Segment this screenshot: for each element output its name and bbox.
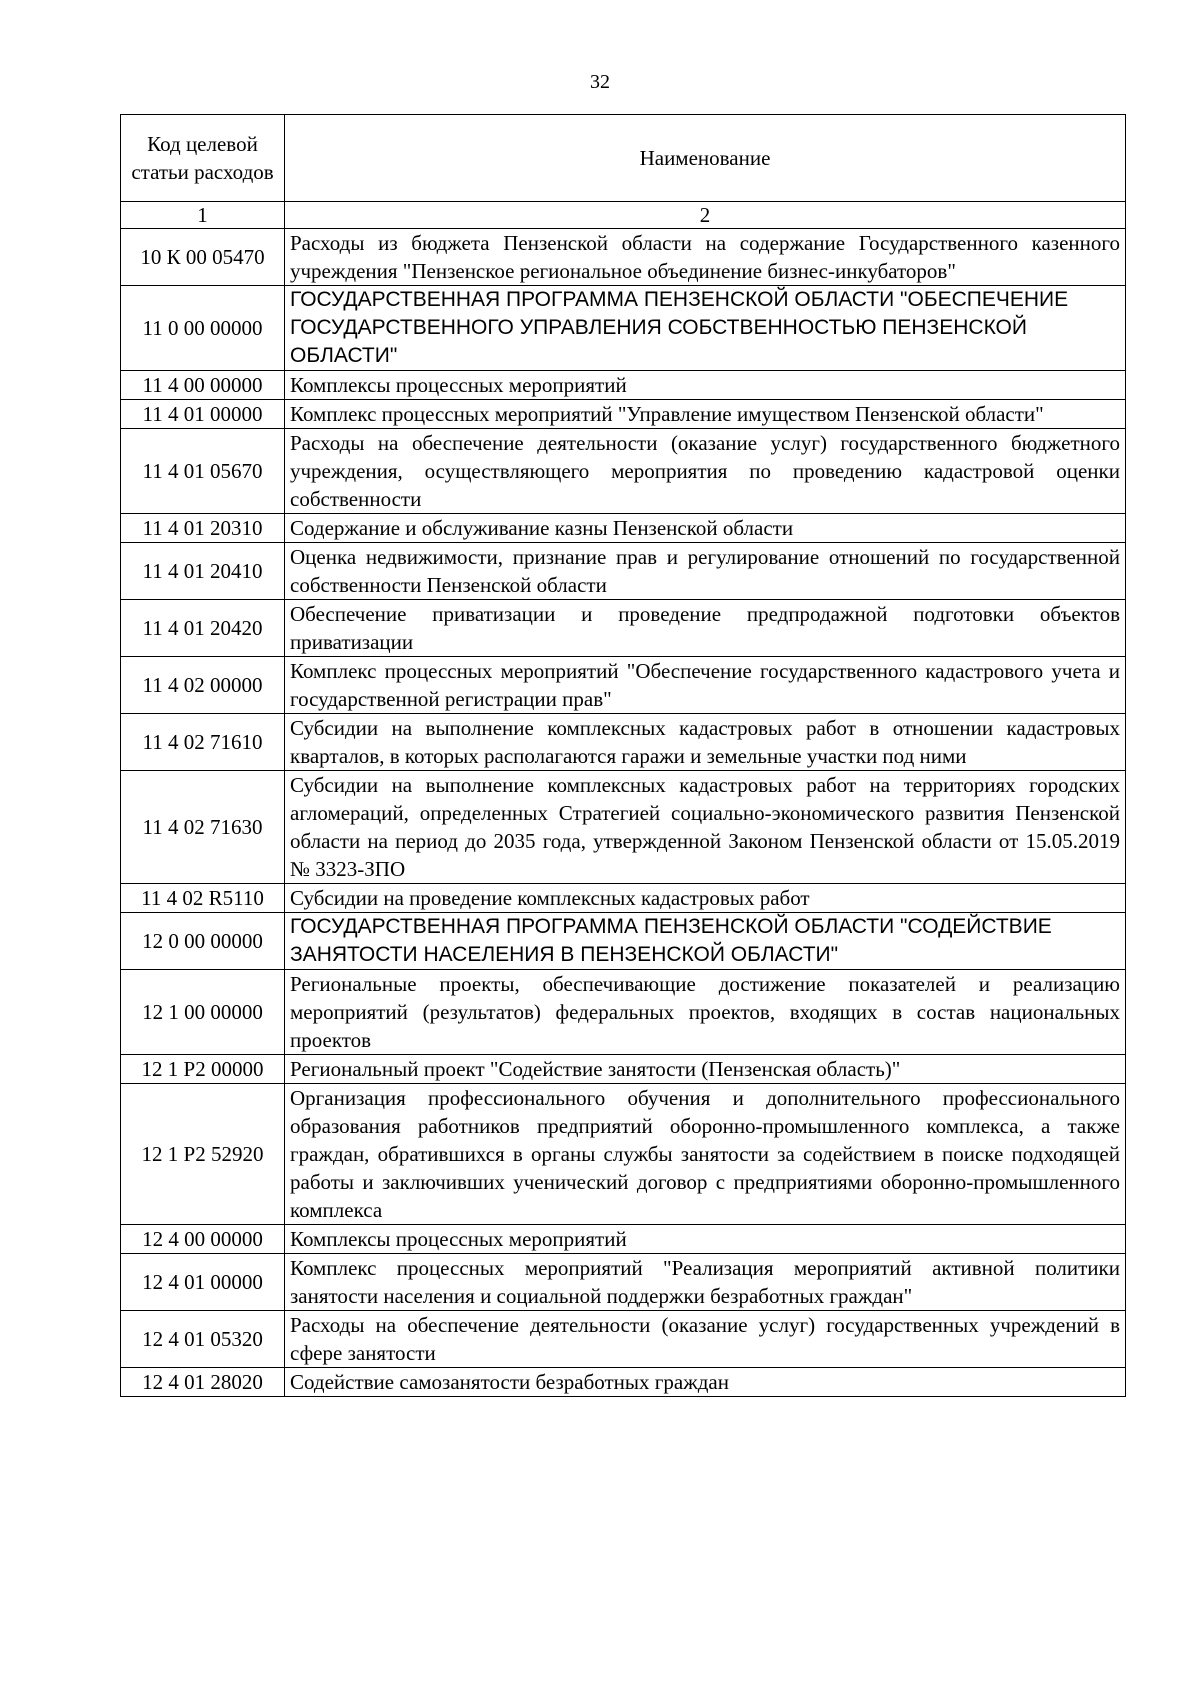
table-row <box>121 371 1126 400</box>
row-name: Организация профессионального обучения и дополнительного профессионального образования работников предприятий оборонно-промышленного комплекса, а также граждан, обратившихся в органы службы занятости за содействием в поиске подходящей работы и заключивших ученический договор с предприятиями оборонно-промышленного комплекса <box>285 1084 1126 1225</box>
row-code: 12 1 P2 00000 <box>121 1055 285 1084</box>
table-header-row <box>121 115 1126 202</box>
row-name: ГОСУДАРСТВЕННАЯ ПРОГРАММА ПЕНЗЕНСКОЙ ОБЛАСТИ "ОБЕСПЕЧЕНИЕ ГОСУДАРСТВЕННОГО УПРАВЛЕНИЯ СОБСТВЕННОСТЬЮ ПЕНЗЕНСКОЙ ОБЛАСТИ" <box>285 286 1126 371</box>
table-row <box>121 1055 1126 1084</box>
row-code: 11 4 01 20420 <box>121 600 285 657</box>
row-code: 11 4 02 71610 <box>121 714 285 771</box>
table-row <box>121 1084 1126 1225</box>
row-code: 11 0 00 00000 <box>121 286 285 371</box>
row-name: Региональные проекты, обеспечивающие достижение показателей и реализацию мероприятий (результатов) федеральных проектов, входящих в состав национальных проектов <box>285 970 1126 1055</box>
row-name: Содействие самозанятости безработных граждан <box>285 1368 1126 1397</box>
table-row <box>121 657 1126 714</box>
page-number: 32 <box>590 71 610 93</box>
row-code: 11 4 02 00000 <box>121 657 285 714</box>
row-code: 12 4 01 05320 <box>121 1311 285 1368</box>
row-code: 11 4 01 05670 <box>121 429 285 514</box>
table-row <box>121 543 1126 600</box>
row-name: Комплекс процессных мероприятий "Обеспечение государственного кадастрового учета и государственной регистрации прав" <box>285 657 1126 714</box>
table-row <box>121 429 1126 514</box>
row-code: 11 4 02 R5110 <box>121 884 285 913</box>
row-name: Оценка недвижимости, признание прав и регулирование отношений по государственной собственности Пензенской области <box>285 543 1126 600</box>
row-name: Субсидии на выполнение комплексных кадастровых работ в отношении кадастровых кварталов, в которых располагаются гаражи и земельные участки под ними <box>285 714 1126 771</box>
row-name: Комплексы процессных мероприятий <box>285 371 1126 400</box>
row-name: ГОСУДАРСТВЕННАЯ ПРОГРАММА ПЕНЗЕНСКОЙ ОБЛАСТИ "СОДЕЙСТВИЕ ЗАНЯТОСТИ НАСЕЛЕНИЯ В ПЕНЗЕНСКОЙ ОБЛАСТИ" <box>285 913 1126 970</box>
row-name: Субсидии на проведение комплексных кадастровых работ <box>285 884 1126 913</box>
table-row <box>121 286 1126 371</box>
table-row <box>121 714 1126 771</box>
row-name: Расходы из бюджета Пензенской области на содержание Государственного казенного учреждения "Пензенское региональное объединение бизнес-инкубаторов" <box>285 229 1126 286</box>
row-code: 11 4 02 71630 <box>121 771 285 884</box>
row-name: Обеспечение приватизации и проведение предпродажной подготовки объектов приватизации <box>285 600 1126 657</box>
table-row <box>121 514 1126 543</box>
row-code: 10 К 00 05470 <box>121 229 285 286</box>
row-name: Комплекс процессных мероприятий "Управление имуществом Пензенской области" <box>285 400 1126 429</box>
column-header-name: Наименование <box>285 115 1126 202</box>
table-row <box>121 970 1126 1055</box>
row-name: Региональный проект "Содействие занятости (Пензенская область)" <box>285 1055 1126 1084</box>
table-row <box>121 1254 1126 1311</box>
table-row <box>121 600 1126 657</box>
table-row <box>121 771 1126 884</box>
table-row <box>121 913 1126 970</box>
table-body <box>121 229 1126 1397</box>
row-code: 12 4 00 00000 <box>121 1225 285 1254</box>
row-name: Содержание и обслуживание казны Пензенской области <box>285 514 1126 543</box>
row-code: 11 4 01 20310 <box>121 514 285 543</box>
column-number-2: 2 <box>285 202 1126 229</box>
table-row <box>121 400 1126 429</box>
table-row <box>121 229 1126 286</box>
row-code: 11 4 01 20410 <box>121 543 285 600</box>
table-row <box>121 1368 1126 1397</box>
column-number-row <box>121 202 1126 229</box>
row-code: 11 4 00 00000 <box>121 371 285 400</box>
table-row <box>121 1225 1126 1254</box>
row-code: 12 1 00 00000 <box>121 970 285 1055</box>
table-row <box>121 1311 1126 1368</box>
row-code: 12 4 01 28020 <box>121 1368 285 1397</box>
row-code: 11 4 01 00000 <box>121 400 285 429</box>
row-name: Расходы на обеспечение деятельности (оказание услуг) государственных учреждений в сфере занятости <box>285 1311 1126 1368</box>
row-code: 12 1 P2 52920 <box>121 1084 285 1225</box>
row-name: Комплексы процессных мероприятий <box>285 1225 1126 1254</box>
row-code: 12 4 01 00000 <box>121 1254 285 1311</box>
column-header-code: Код целевой статьи расходов <box>121 115 285 202</box>
budget-classification-table <box>120 114 1126 1397</box>
row-name: Расходы на обеспечение деятельности (оказание услуг) государственного бюджетного учреждения, осуществляющего мероприятия по проведению кадастровой оценки собственности <box>285 429 1126 514</box>
row-name: Комплекс процессных мероприятий "Реализация мероприятий активной политики занятости населения и социальной поддержки безработных граждан" <box>285 1254 1126 1311</box>
row-code: 12 0 00 00000 <box>121 913 285 970</box>
row-name: Субсидии на выполнение комплексных кадастровых работ на территориях городских агломераций, определенных Стратегией социально-экономического развития Пензенской области на период до 2035 года, утвержденной Законом Пензенской области от 15.05.2019 № 3323-ЗПО <box>285 771 1126 884</box>
column-number-1: 1 <box>121 202 285 229</box>
table-row <box>121 884 1126 913</box>
